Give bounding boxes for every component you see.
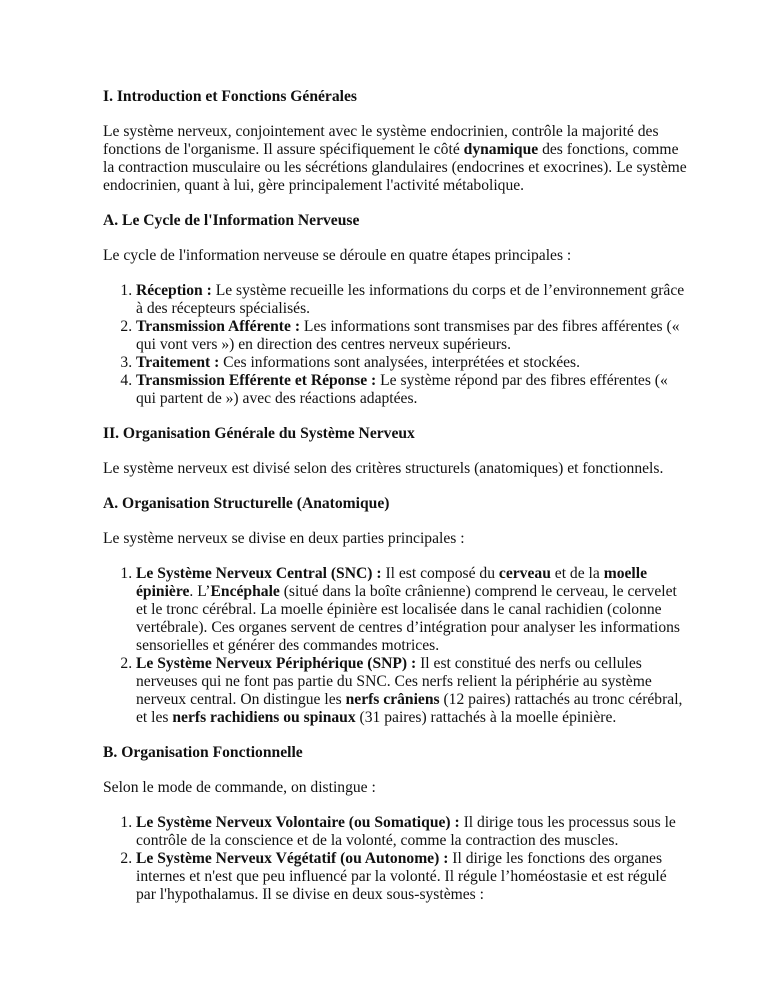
list-item-text: Ces informations sont analysées, interprétées et stockées. xyxy=(219,354,581,371)
bold-term: cerveau xyxy=(498,565,551,582)
list-item-term: Le Système Nerveux Central (SNC) : xyxy=(136,565,382,582)
list-item-term: Réception : xyxy=(136,282,212,299)
text-run: (situé dans la boîte crânienne) comprend le cerveau, le cervelet et le tronc cérébral. La moelle épinière est localisée dans le canal rachidien (colonne vertébrale). Ces organes servent de centres d’intégration pour analyser les informations sensorielles et générer des commandes motrices. xyxy=(136,583,680,654)
fonctionnelle-intro-paragraph: Selon le mode de commande, on distingue : xyxy=(103,779,376,796)
section-heading-introduction: I. Introduction et Fonctions Générales xyxy=(103,88,357,105)
bold-term: moelle épinière xyxy=(136,565,647,600)
organisation-intro-paragraph: Le système nerveux est divisé selon des critères structurels (anatomiques) et fonctionnels. xyxy=(103,460,664,477)
list-item-term: Le Système Nerveux Volontaire (ou Somatique) : xyxy=(136,814,460,831)
list-item-term: Transmission Afférente : xyxy=(136,318,301,335)
bold-term: nerfs crâniens xyxy=(345,691,440,708)
bold-term: dynamique xyxy=(463,141,539,158)
functional-systems-list xyxy=(103,814,688,904)
text-run: Il est composé du xyxy=(381,565,499,582)
text-run: (31 paires) rattachés à la moelle épinière. xyxy=(355,709,617,726)
list-item xyxy=(136,354,688,372)
bold-term: Encéphale xyxy=(210,583,280,600)
list-item xyxy=(136,372,688,408)
list-item-term: Traitement : xyxy=(136,354,220,371)
structurelle-intro-paragraph: Le système nerveux se divise en deux parties principales : xyxy=(103,530,465,547)
text-run: Il est constitué des nerfs ou cellules nerveuses qui ne font pas partie du SNC. Ces nerfs relient la périphérie au système nerveux central. On distingue les xyxy=(136,655,652,708)
bold-term: nerfs rachidiens ou spinaux xyxy=(172,709,356,726)
text-run: (12 paires) rattachés au tronc cérébral, et les xyxy=(136,691,683,726)
list-item-text: Le système recueille les informations du corps et de l’environnement grâce à des récepteurs spécialisés. xyxy=(136,282,685,317)
text-run: Le système nerveux, conjointement avec le système endocrinien, contrôle la majorité des fonctions de l'organisme. Il assure spécifiquement le côté xyxy=(103,123,659,158)
cycle-steps-list xyxy=(103,282,688,408)
list-item xyxy=(136,850,688,904)
structure-parts-list xyxy=(103,565,688,727)
list-item xyxy=(136,282,688,318)
intro-paragraph xyxy=(103,123,688,195)
list-item-term: Le Système Nerveux Végétatif (ou Autonome) : xyxy=(136,850,449,867)
subsection-heading-cycle: A. Le Cycle de l'Information Nerveuse xyxy=(103,212,360,229)
subsection-heading-fonctionnelle: B. Organisation Fonctionnelle xyxy=(103,744,303,761)
list-item xyxy=(136,565,688,655)
list-item-text: Il dirige les fonctions des organes internes et n'est que peu influencé par la volonté. Il régule l’homéostasie et est régulé par l'hypothalamus. Il se divise en deux sous-systèmes : xyxy=(136,850,667,903)
list-item-text: Le système répond par des fibres efférentes (« qui partent de ») avec des réactions adaptées. xyxy=(136,372,668,407)
list-item xyxy=(136,318,688,354)
section-heading-organisation: II. Organisation Générale du Système Nerveux xyxy=(103,425,415,442)
list-item-text: Les informations sont transmises par des fibres afférentes (« qui vont vers ») en direction des centres nerveux supérieurs. xyxy=(136,318,680,353)
cycle-intro-paragraph: Le cycle de l'information nerveuse se déroule en quatre étapes principales : xyxy=(103,247,572,264)
text-run: et de la xyxy=(550,565,604,582)
list-item-term: Transmission Efférente et Réponse : xyxy=(136,372,377,389)
list-item-term: Le Système Nerveux Périphérique (SNP) : xyxy=(136,655,417,672)
text-run: . L’ xyxy=(189,583,211,600)
list-item-text: Il dirige tous les processus sous le contrôle de la conscience et de la volonté, comme la contraction des muscles. xyxy=(136,814,676,849)
list-item xyxy=(136,655,688,727)
text-run: des fonctions, comme la contraction musculaire ou les sécrétions glandulaires (endocrines et exocrines). Le système endocrinien, quant à lui, gère principalement l'activité métabolique. xyxy=(103,141,687,194)
list-item xyxy=(136,814,688,850)
subsection-heading-structurelle: A. Organisation Structurelle (Anatomique) xyxy=(103,495,390,512)
